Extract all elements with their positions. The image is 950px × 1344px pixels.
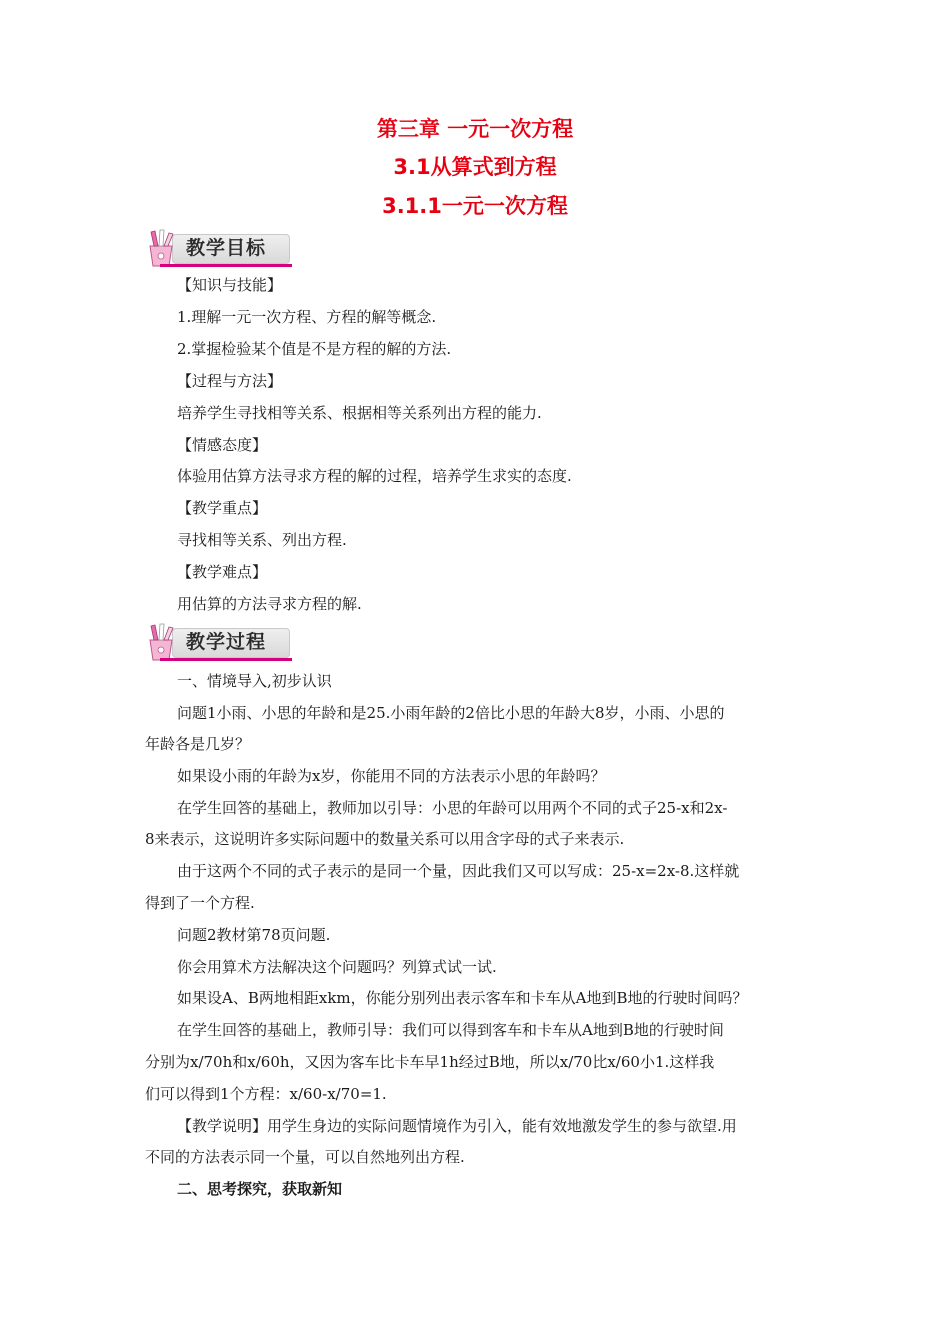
emotion-heading: 【情感态度】	[177, 436, 268, 454]
teaching-note-line1: 【教学说明】用学生身边的实际问题情境作为引入，能有效地激发学生的参与欲望.用	[177, 1117, 737, 1135]
paragraph-6-line3: 们可以得到1个方程：x/60-x/70=1.	[145, 1085, 387, 1103]
paragraph-1: 如果设小雨的年龄为x岁，你能用不同的方法表示小思的年龄吗？	[177, 767, 606, 785]
knowledge-item-2: 2.掌握检验某个值是不是方程的解的方法.	[177, 340, 452, 358]
paragraph-2-line1: 在学生回答的基础上，教师加以引导：小思的年龄可以用两个不同的式子25-x和2x-	[177, 799, 728, 817]
difficulty-text: 用估算的方法寻求方程的解.	[177, 595, 362, 613]
chapter-title: 第三章 一元一次方程	[376, 117, 574, 141]
teaching-goals-banner	[142, 228, 290, 268]
paragraph-3-line2: 得到了一个方程.	[145, 894, 255, 912]
banner-label: 教学目标	[186, 237, 267, 259]
part1-heading: 一、情境导入,初步认识	[177, 672, 332, 690]
paragraph-5: 如果设A、B两地相距xkm，你能分别列出表示客车和卡车从A地到B地的行驶时间吗？	[177, 989, 748, 1007]
knowledge-heading: 【知识与技能】	[177, 276, 283, 294]
question2: 问题2教材第78页问题.	[177, 926, 331, 944]
paragraph-2-line2: 8来表示，这说明许多实际问题中的数量关系可以用含字母的式子来表示.	[145, 830, 625, 848]
pencil-cup-icon	[142, 622, 186, 662]
paragraph-6-line1: 在学生回答的基础上，教师引导：我们可以得到客车和卡车从A地到B地的行驶时间	[177, 1021, 724, 1039]
teaching-process-banner	[142, 622, 290, 662]
teaching-note-line2: 不同的方法表示同一个量，可以自然地列出方程.	[145, 1148, 465, 1166]
key-points-heading: 【教学重点】	[177, 499, 268, 517]
knowledge-item-1: 1.理解一元一次方程、方程的解等概念.	[177, 308, 437, 326]
paragraph-4: 你会用算术方法解决这个问题吗？列算式试一试.	[177, 958, 497, 976]
part2-heading: 二、思考探究，获取新知	[177, 1180, 343, 1198]
paragraph-3-line1: 由于这两个不同的式子表示的是同一个量，因此我们又可以写成：25-x=2x-8.这样就	[177, 862, 740, 880]
process-method-text: 培养学生寻找相等关系、根据相等关系列出方程的能力.	[177, 404, 542, 422]
banner-label: 教学过程	[186, 631, 267, 653]
subsection-title: 3.1.1一元一次方程	[382, 194, 568, 218]
banner-underline	[160, 264, 292, 267]
key-points-text: 寻找相等关系、列出方程.	[177, 531, 347, 549]
process-method-heading: 【过程与方法】	[177, 372, 283, 390]
difficulty-heading: 【教学难点】	[177, 563, 268, 581]
emotion-text: 体验用估算方法寻求方程的解的过程，培养学生求实的态度.	[177, 467, 572, 485]
pencil-cup-icon	[142, 228, 186, 268]
section-title: 3.1从算式到方程	[393, 155, 557, 179]
question1-line2: 年龄各是几岁？	[145, 735, 251, 753]
paragraph-6-line2: 分别为x/70h和x/60h，又因为客车比卡车早1h经过B地，所以x/70比x/60小1.这样我	[145, 1053, 715, 1071]
banner-underline	[160, 658, 292, 661]
question1-line1: 问题1小雨、小思的年龄和是25.小雨年龄的2倍比小思的年龄大8岁，小雨、小思的	[177, 704, 725, 722]
